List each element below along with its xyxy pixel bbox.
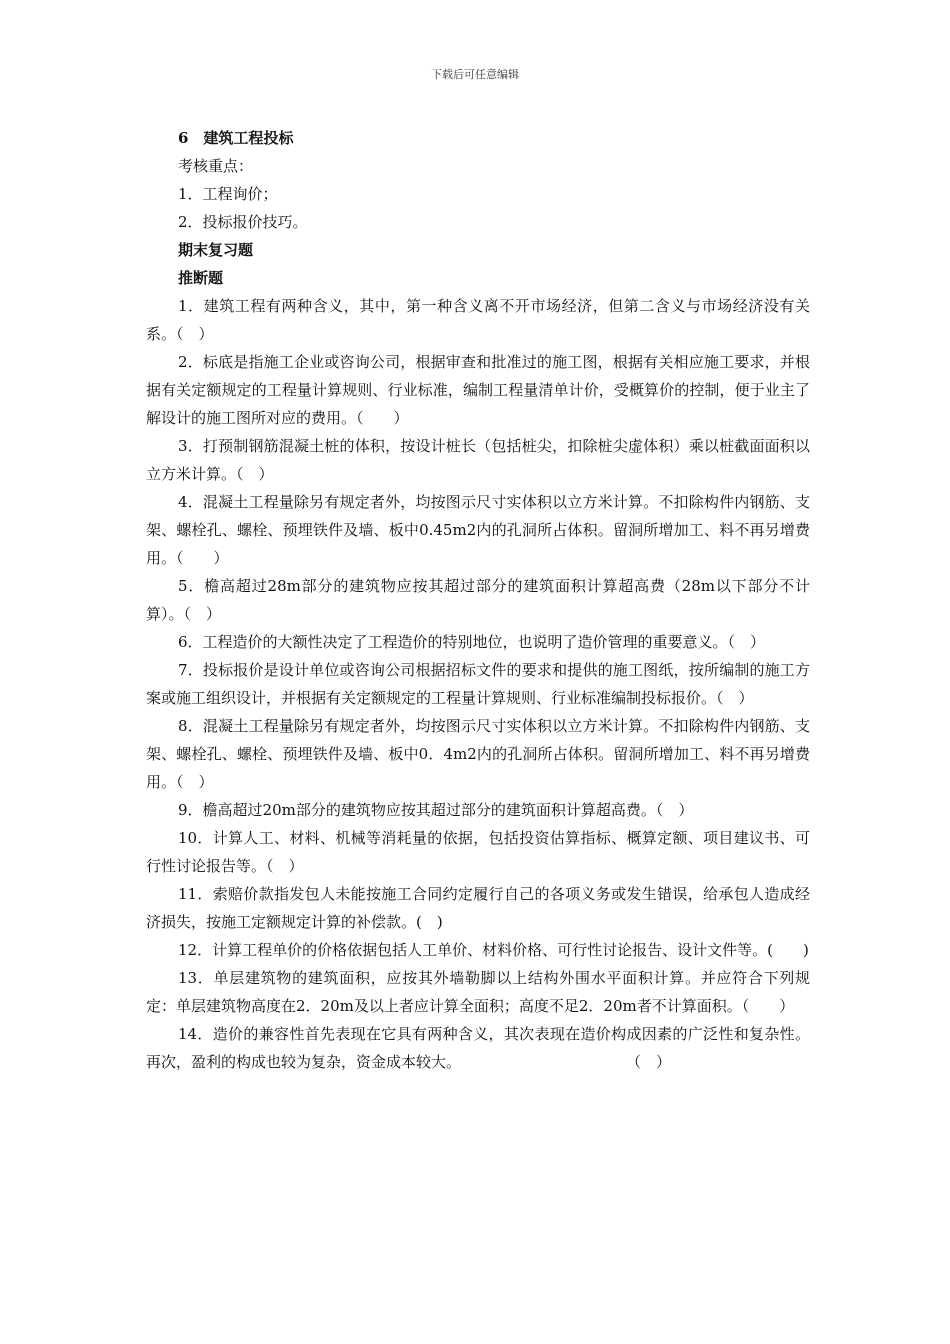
question-item: 7．投标报价是设计单位或咨询公司根据招标文件的要求和提供的施工图纸，按所编制的施工方案或施工组织设计，并根据有关定额规定的工程量计算规则、行业标准编制投标报价。（ ） xyxy=(146,661,810,707)
question-item: 2．标底是指施工企业或咨询公司，根据审查和批准过的施工图，根据有关相应施工要求，并根据有关定额规定的工程量计算规则、行业标准，编制工程量清单计价，受概算价的控制，便于业主了解设计的施工图所对应的费用。（ ） xyxy=(146,353,810,427)
chapter-title: 6 建筑工程投标 xyxy=(178,129,294,147)
question-item: 8．混凝土工程量除另有规定者外，均按图示尺寸实体积以立方米计算。不扣除构件内钢筋、支架、螺栓孔、螺栓、预埋铁件及墙、板中0．4m2内的孔洞所占体积。留洞所增加工、料不再另增费用。（ ） xyxy=(146,717,810,791)
question-item: 14．造价的兼容性首先表现在它具有两种含义，其次表现在造价构成因素的广泛性和复杂性。再次，盈利的构成也较为复杂，资金成本较大。 （ ） xyxy=(146,1025,810,1071)
focus-label: 考核重点： xyxy=(178,157,254,175)
question-item: 13．单层建筑物的建筑面积，应按其外墙勒脚以上结构外围水平面积计算。并应符合下列规定：单层建筑物高度在2．20m及以上者应计算全面积；高度不足2．20m者不计算面积。（ ） xyxy=(146,969,810,1015)
document-body xyxy=(146,124,810,1076)
question-item: 3．打预制钢筋混凝土桩的体积，按设计桩长（包括桩尖，扣除桩尖虚体积）乘以桩截面面积以立方米计算。（ ） xyxy=(146,437,810,483)
focus-item: 1．工程询价； xyxy=(178,185,278,203)
page-header: 下载后可任意编辑 xyxy=(431,68,519,81)
subsection-title: 推断题 xyxy=(178,269,224,287)
question-item: 5．檐高超过28m部分的建筑物应按其超过部分的建筑面积计算超高费（28m以下部分不计算）。（ ） xyxy=(146,577,810,623)
question-item: 9．檐高超过20m部分的建筑物应按其超过部分的建筑面积计算超高费。（ ） xyxy=(178,801,694,819)
question-item: 6．工程造价的大额性决定了工程造价的特别地位，也说明了造价管理的重要意义。（ ） xyxy=(178,633,766,651)
question-item: 1．建筑工程有两种含义，其中，第一种含义离不开市场经济，但第二含义与市场经济没有关系。（ ） xyxy=(146,297,810,343)
question-item: 4．混凝土工程量除另有规定者外，均按图示尺寸实体积以立方米计算。不扣除构件内钢筋、支架、螺栓孔、螺栓、预埋铁件及墙、板中0.45m2内的孔洞所占体积。留洞所增加工、料不再另增费用。（ ） xyxy=(146,493,810,567)
question-item: 12．计算工程单价的价格依据包括人工单价、材料价格、可行性讨论报告、设计文件等。( ) xyxy=(178,941,809,959)
question-item: 10．计算人工、材料、机械等消耗量的依据，包括投资估算指标、概算定额、项目建议书、可行性讨论报告等。（ ） xyxy=(146,829,810,875)
section-title: 期末复习题 xyxy=(178,241,254,259)
focus-item: 2．投标报价技巧。 xyxy=(178,213,308,231)
question-item: 11．索赔价款指发包人未能按施工合同约定履行自己的各项义务或发生错误，给承包人造成经济损失，按施工定额规定计算的补偿款。( ) xyxy=(146,885,810,931)
